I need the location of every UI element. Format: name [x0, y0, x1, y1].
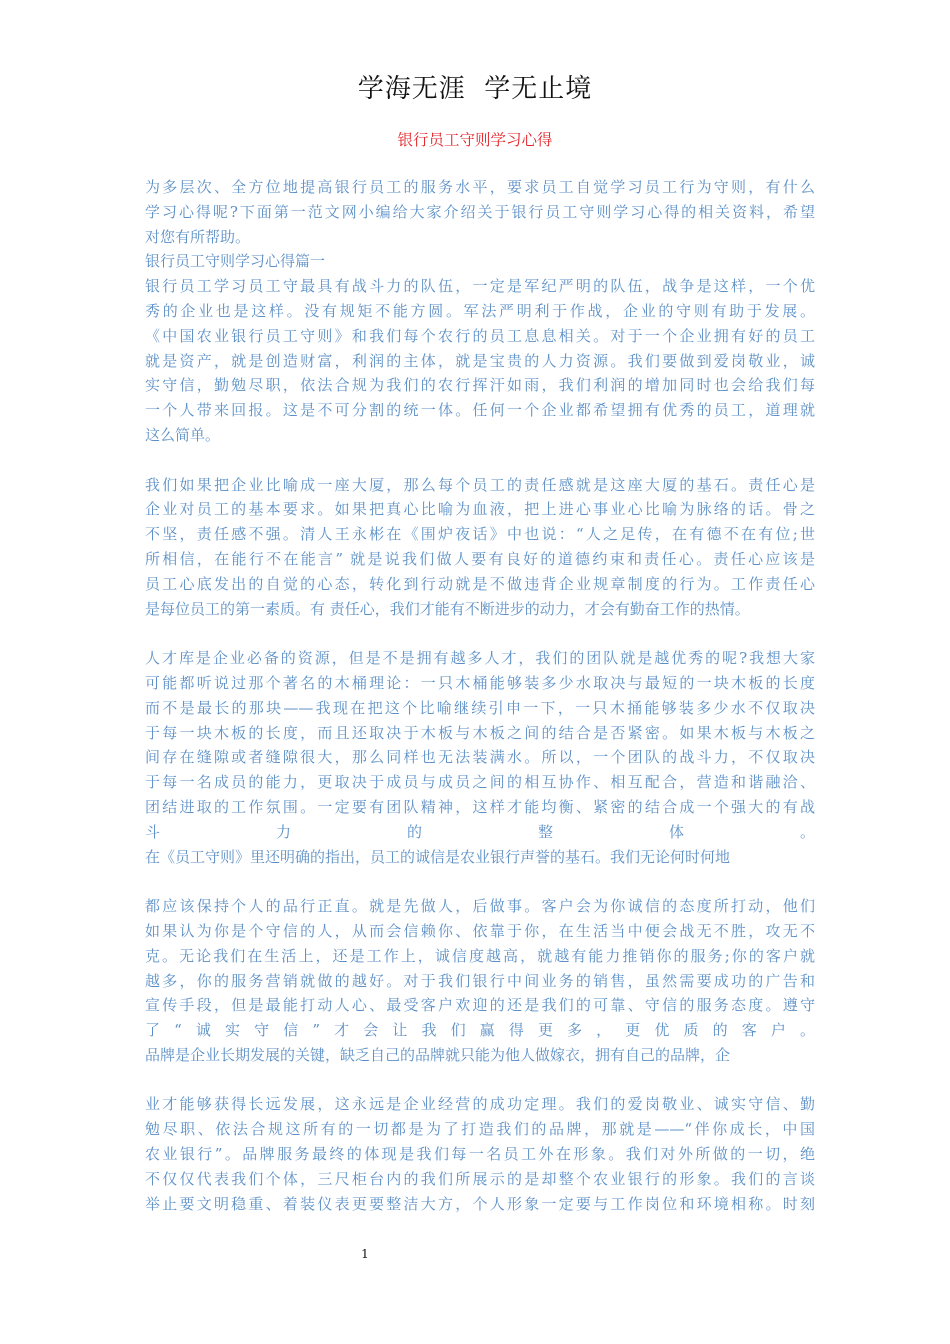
document-body — [145, 175, 815, 1266]
text-line: 于每一块木板的长度，而且还取决于木板与木板之间的结合是否紧密。如果木板与木板之 — [145, 723, 815, 742]
text-line: 举止要文明稳重、着装仪表更要整洁大方，个人形象一定要与工作岗位和环境相称。时刻 — [145, 1194, 815, 1213]
text-line: 学习心得呢?下面第一范文网小编给大家介绍关于银行员工守则学习心得的相关资料，希望 — [145, 202, 815, 221]
paragraph-gap — [145, 448, 815, 473]
text-line: 企业对员工的基本要求。如果把真心比喻为血液，把上进心事业心比喻为脉络的话。骨之 — [145, 500, 815, 519]
section-heading: 银行员工守则学习心得篇一 — [145, 252, 326, 271]
page-number: 1 — [361, 1247, 369, 1261]
text-line: 银行员工学习员工守最具有战斗力的队伍，一定是军纪严明的队伍，战争是这样，一个优 — [145, 277, 815, 296]
text-line: 于每一名成员的能力，更取决于成员与成员之间的相互协作、相互配合，营造和谐融洽、 — [145, 773, 815, 792]
text-line: 就是资产，就是创造财富，利润的主体，就是宝贵的人力资源。我们要做到爱岗敬业，诚 — [145, 351, 815, 370]
text-line: 品牌是企业长期发展的关键，缺乏自己的品牌就只能为他人做嫁衣，拥有自己的品牌，企 — [145, 1045, 731, 1064]
text-line: 越多，你的服务营销就做的越好。对于我们银行中间业务的销售，虽然需要成功的广告和 — [145, 971, 815, 990]
text-line: 克。无论我们在生活上，还是工作上，诚信度越高，就越有能力推销你的服务;你的客户就 — [145, 946, 815, 965]
paragraph-gap — [145, 869, 815, 894]
text-line: 都应该保持个人的品行正直。就是先做人，后做事。客户会为你诚信的态度所打动，他们 — [145, 897, 815, 916]
text-line: 实守信，勤勉尽职，依法合规为我们的农行挥汗如雨，我们利润的增加同时也会给我们每 — [145, 376, 815, 395]
text-line: 斗力的整体。 — [145, 822, 815, 841]
text-line: 了“诚实守信”才会让我们赢得更多，更优质的客户。 — [145, 1021, 815, 1040]
text-line: 对您有所帮助。 — [145, 227, 251, 246]
text-line: 在《员工守则》里还明确的指出，员工的诚信是农业银行声誉的基石。我们无论何时何地 — [145, 847, 731, 866]
text-line: 一个人带来回报。这是不可分割的统一体。任何一个企业都希望拥有优秀的员工，道理就 — [145, 401, 815, 420]
text-line: 人才库是企业必备的资源，但是不是拥有越多人才，我们的团队就是越优秀的呢?我想大家 — [145, 649, 815, 668]
text-line: 这么简单。 — [145, 425, 221, 444]
text-line: 不仅仅代表我们个体，三尺柜台内的我们所展示的是却整个农业银行的形象。我们的言谈 — [145, 1169, 815, 1188]
paragraph-gap — [145, 621, 815, 646]
text-line: 业才能够获得长远发展，这永远是企业经营的成功定理。我们的爱岗敬业、诚实守信、勤 — [145, 1095, 815, 1114]
text-line: 宣传手段，但是最能打动人心、最受客户欢迎的还是我们的可靠、守信的服务态度。遵守 — [145, 996, 815, 1015]
text-line: 为多层次、全方位地提高银行员工的服务水平，要求员工自觉学习员工行为守则，有什么 — [145, 178, 815, 196]
text-line: 农业银行”。品牌服务最终的体现是我们每一名员工外在形象。我们对外所做的一切，绝 — [145, 1145, 815, 1164]
text-line: 团结进取的工作氛围。一定要有团队精神，这样才能均衡、紧密的结合成一个强大的有战 — [145, 797, 815, 816]
text-line: 而不是最长的那块——我现在把这个比喻继续引申一下，一只木捅能够装多少水不仅取决 — [145, 698, 815, 717]
header-motto: 学海无涯 学无止境 — [357, 74, 593, 104]
document-title: 银行员工守则学习心得 — [397, 131, 553, 149]
text-line: 员工心底发出的自觉的心态，转化到行动就是不做违背企业规章制度的行为。工作责任心 — [145, 574, 815, 593]
text-line: 不坚，责任感不强。清人王永彬在《围炉夜话》中也说：“人之足传，在有德不在有位;世 — [145, 525, 815, 544]
text-line: 勉尽职、依法合规这所有的一切都是为了打造我们的品牌，那就是——“伴你成长，中国 — [145, 1120, 815, 1139]
text-line: 《中国农业银行员工守则》和我们每个农行的员工息息相关。对于一个企业拥有好的员工 — [145, 326, 815, 345]
text-line: 是每位员工的第一素质。有 责任心，我们才能有不断进步的动力，才会有勤奋工作的热情。 — [145, 599, 750, 618]
text-line: 所相信，在能行不在能言” 就是说我们做人要有良好的道德约束和责任心。责任心应该是 — [145, 549, 815, 568]
text-line: 我们如果把企业比喻成一座大厦，那么每个员工的责任感就是这座大厦的基石。责任心是 — [145, 475, 815, 494]
text-line: 如果认为你是个守信的人，从而会信赖你、依靠于你，在生活当中便会战无不胜，攻无不 — [145, 921, 815, 940]
text-line: 可能都听说过那个著名的木桶理论：一只木桶能够装多少水取决与最短的一块木板的长度 — [145, 673, 815, 692]
text-line — [145, 1216, 815, 1241]
paragraph-gap — [145, 1068, 815, 1093]
text-line: 秀的企业也是这样。没有规矩不能方圆。军法严明利于作战，企业的守则有助于发展。 — [145, 301, 815, 320]
text-line: 间存在缝隙或者缝隙很大，那么同样也无法装满水。所以，一个团队的战斗力，不仅取决 — [145, 748, 815, 767]
